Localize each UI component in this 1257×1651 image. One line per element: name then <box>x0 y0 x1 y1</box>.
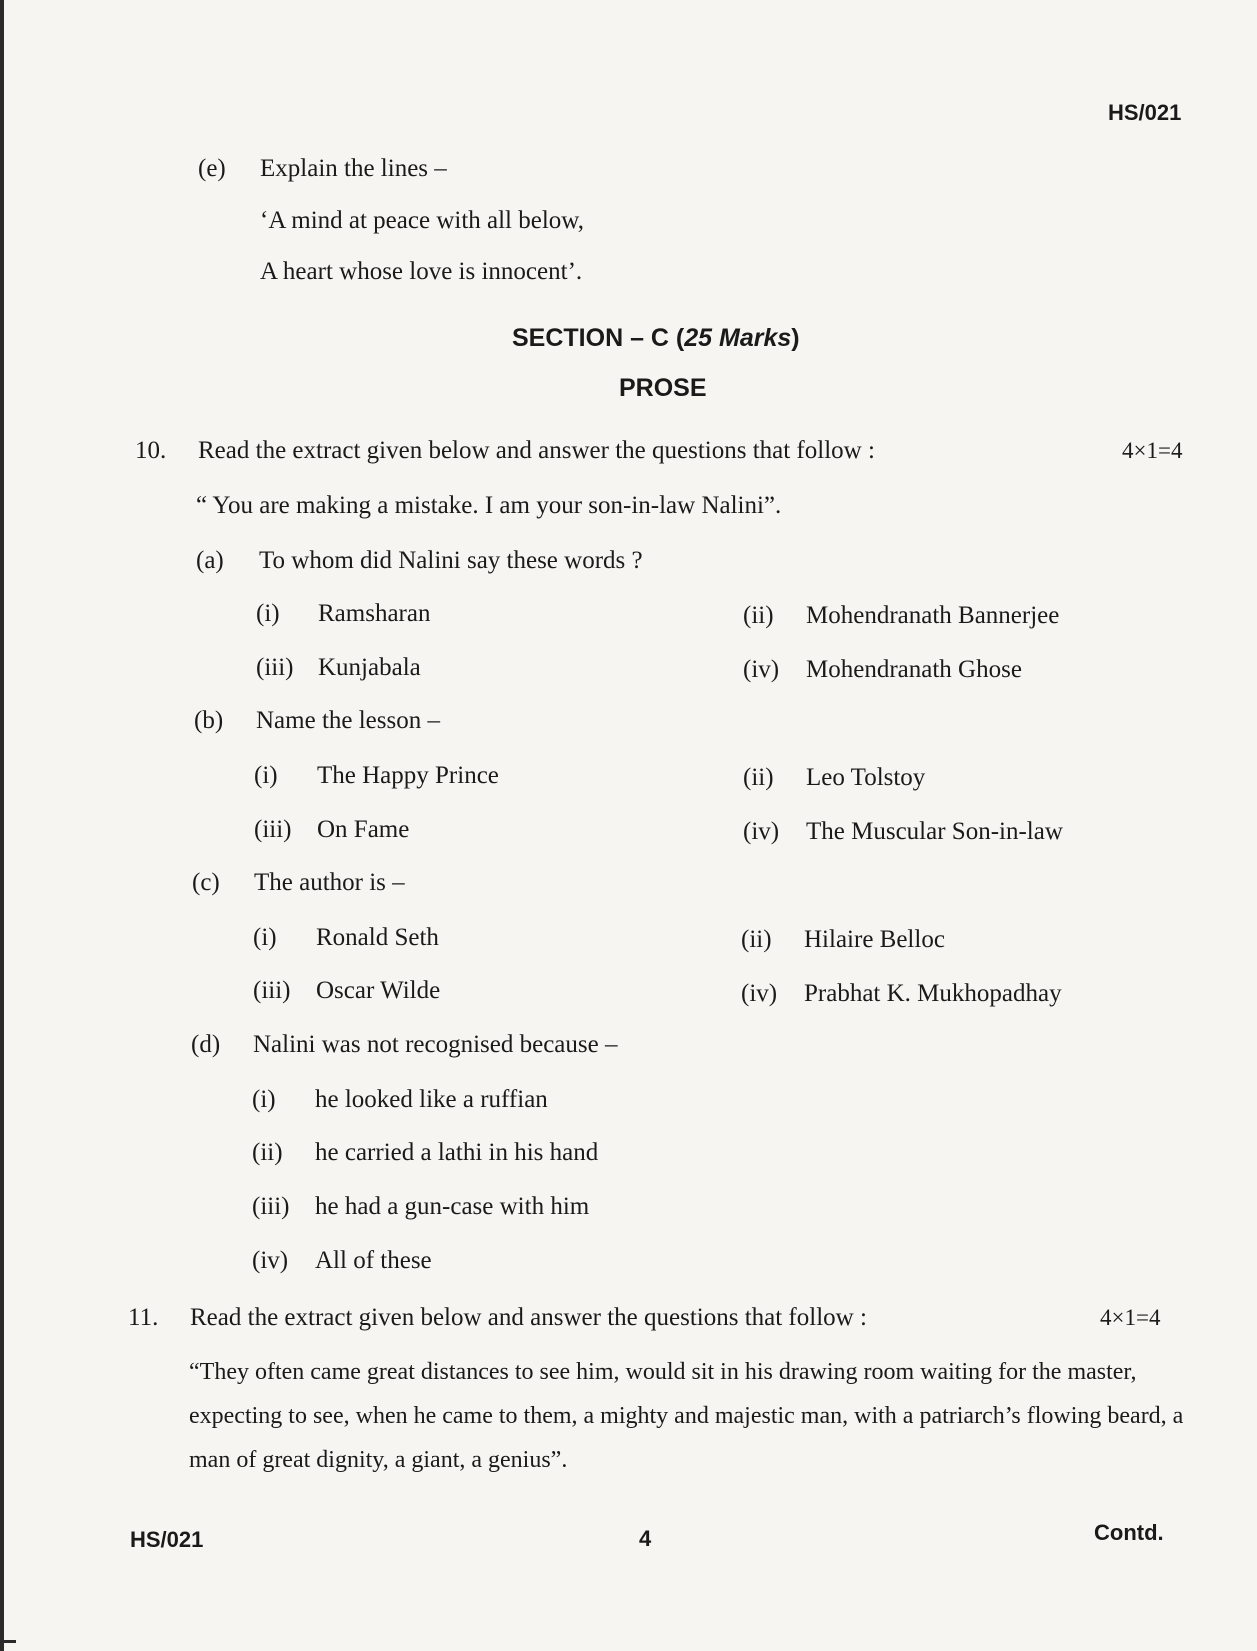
q10b-option-text: The Muscular Son-in-law <box>806 818 1063 845</box>
q10d-option-text: he looked like a ruffian <box>315 1086 548 1113</box>
q10b-option-text: Leo Tolstoy <box>806 764 926 791</box>
q10a-option-text: Mohendranath Bannerjee <box>806 602 1060 629</box>
q10b-label: (b) <box>194 707 224 734</box>
section-title <box>512 324 800 353</box>
header-code: HS/021 <box>1108 100 1182 125</box>
q10d-option-num: (iii) <box>252 1193 290 1220</box>
q10b-option-num: (i) <box>254 762 278 789</box>
q9e-line2: A heart whose love is innocent’. <box>260 258 583 285</box>
scan-edge <box>0 0 4 1651</box>
q9e-number: (e) <box>198 155 226 182</box>
q10d-option-num: (iv) <box>252 1247 289 1274</box>
q11-extract: “They often came great distances to see him, would sit in his drawing room waiting for the master, expecting to see, when he came to them, a mighty and majestic man, with a patriarch’s flowing beard, a man of great dignity, a giant, a genius”. <box>189 1359 1184 1473</box>
q10b-option-num: (iv) <box>743 818 780 845</box>
q10b-option-num: (ii) <box>743 764 774 791</box>
q10c-option-text: Prabhat K. Mukhopadhay <box>804 980 1062 1007</box>
q10c-option-text: Hilaire Belloc <box>804 926 945 953</box>
q10c-option-num: (iii) <box>253 977 291 1004</box>
q10c-option-num: (ii) <box>741 926 772 953</box>
q10a-option-text: Kunjabala <box>318 654 421 681</box>
q10d-option-text: he carried a lathi in his hand <box>315 1139 599 1166</box>
q10c-option-text: Ronald Seth <box>316 924 439 951</box>
q10b-option-num: (iii) <box>254 816 292 843</box>
q10d-option-num: (i) <box>252 1086 276 1113</box>
q11-instruction: Read the extract given below and answer the questions that follow : <box>190 1304 867 1331</box>
page-number: 4 <box>639 1526 652 1551</box>
scan-mark <box>0 1640 16 1643</box>
q10c-label: (c) <box>192 869 220 896</box>
q10d-label: (d) <box>191 1031 221 1058</box>
q10-extract: “ You are making a mistake. I am your son-in-law Nalini”. <box>196 492 782 519</box>
q11-marks: 4×1=4 <box>1100 1305 1161 1330</box>
q10d-option-text: All of these <box>315 1247 432 1274</box>
q9e-text: Explain the lines – <box>260 155 447 182</box>
q10-marks: 4×1=4 <box>1122 438 1183 463</box>
q10d-option-num: (ii) <box>252 1139 283 1166</box>
q10a-option-num: (iii) <box>256 654 294 681</box>
q10b-option-text: On Fame <box>317 816 410 843</box>
q10a-option-num: (iv) <box>743 656 780 683</box>
q9e-line1: ‘A mind at peace with all below, <box>260 207 584 234</box>
q10c-stem: The author is – <box>254 869 405 896</box>
section-suffix: ) <box>791 324 800 352</box>
q10a-option-text: Ramsharan <box>318 600 431 627</box>
section-subtitle: PROSE <box>619 374 707 402</box>
q10a-label: (a) <box>196 547 224 574</box>
q11-number: 11. <box>128 1304 159 1331</box>
q10-number: 10. <box>135 437 167 464</box>
q10c-option-num: (i) <box>253 924 277 951</box>
section-prefix: SECTION – C ( <box>512 324 685 352</box>
q10-instruction: Read the extract given below and answer the questions that follow : <box>198 437 875 464</box>
q10c-option-text: Oscar Wilde <box>316 977 441 1004</box>
section-marks: 25 Marks <box>684 324 792 352</box>
q10c-option-num: (iv) <box>741 980 778 1007</box>
q10a-stem: To whom did Nalini say these words ? <box>259 547 643 574</box>
contd-label: Contd. <box>1094 1520 1164 1545</box>
q10b-stem: Name the lesson – <box>256 707 440 734</box>
q10a-option-num: (ii) <box>743 602 774 629</box>
q10d-stem: Nalini was not recognised because – <box>253 1031 618 1058</box>
q10a-option-num: (i) <box>256 600 280 627</box>
q10d-option-text: he had a gun-case with him <box>315 1193 590 1220</box>
q10a-option-text: Mohendranath Ghose <box>806 656 1022 683</box>
footer-code: HS/021 <box>130 1527 204 1552</box>
q10b-option-text: The Happy Prince <box>317 762 499 789</box>
